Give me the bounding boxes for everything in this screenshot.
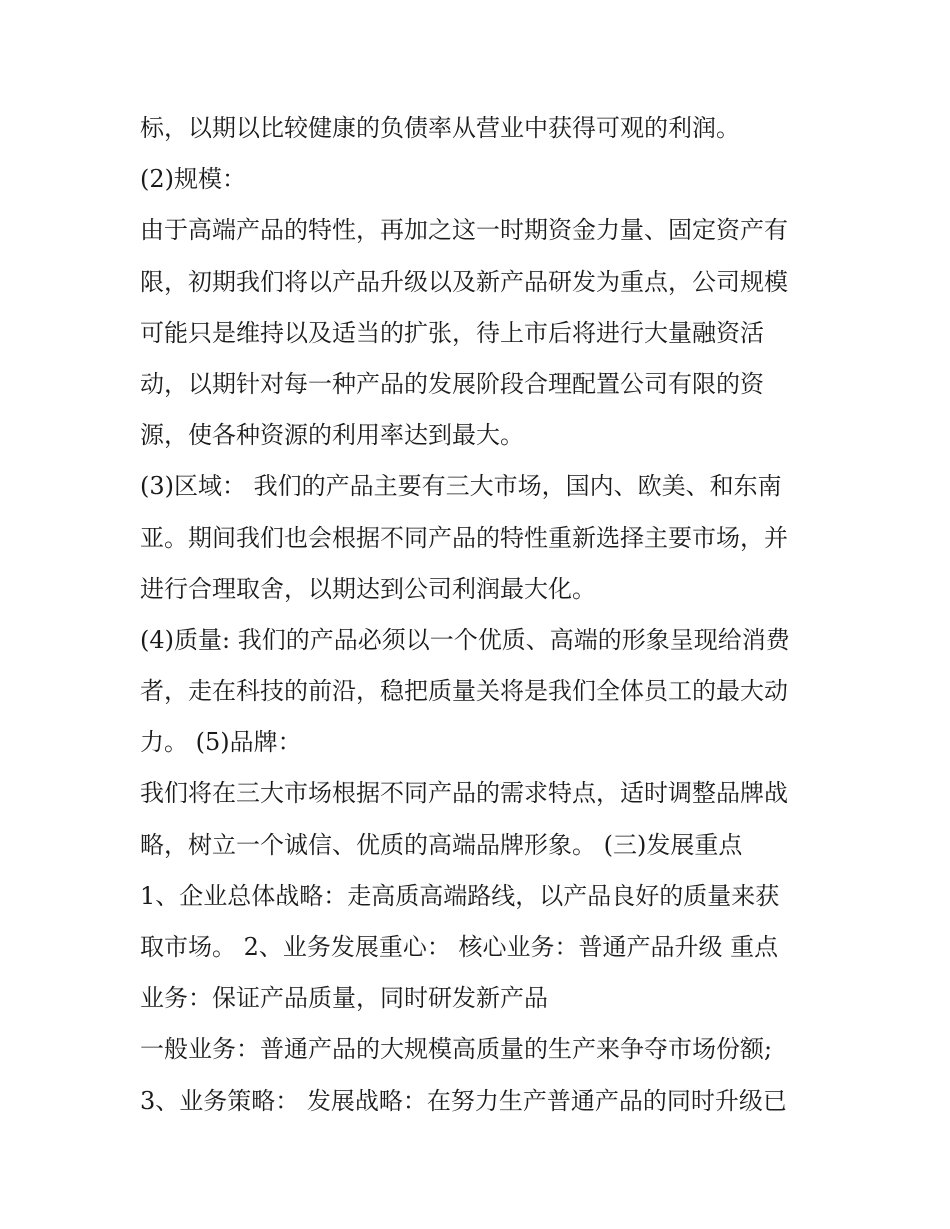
text-line: 亚。期间我们也会根据不同产品的特性重新选择主要市场，并 (140, 523, 788, 552)
text-line: 者，走在科技的前沿，稳把质量关将是我们全体员工的最大动 (140, 677, 788, 706)
text-line: 我们将在三大市场根据不同产品的需求特点，适时调整品牌战 (140, 779, 788, 808)
document-body (140, 103, 830, 1127)
section-region: (3)区域： 我们的产品主要有三大市场，国内、欧美、和东南 (140, 472, 782, 501)
text-line: 进行合理取舍，以期达到公司利润最大化。 (140, 574, 596, 603)
section-heading-scale: (2)规模： (140, 165, 246, 194)
list-item-business-strategy: 3、业务策略： 发展战略：在努力生产普通产品的同时升级已 (140, 1086, 787, 1115)
text-line: 可能只是维持以及适当的扩张，待上市后将进行大量融资活 (140, 318, 764, 347)
text-line: 由于高端产品的特性，再加之这一时期资金力量、固定资产有 (140, 216, 788, 245)
section-quality: (4)质量: 我们的产品必须以一个优质、高端的形象呈现给消费 (140, 625, 790, 654)
text-line: 业务：保证产品质量，同时研发新产品 (140, 984, 548, 1013)
list-item-overall-strategy: 1、企业总体战略：走高质高端路线，以产品良好的质量来获 (140, 881, 780, 910)
text-line: 取市场。 2、业务发展重心： 核心业务：普通产品升级 重点 (140, 933, 779, 961)
text-line: 动，以期针对每一种产品的发展阶段合理配置公司有限的资 (140, 369, 764, 398)
text-line: 标，以期以比较健康的负债率从营业中获得可观的利润。 (140, 114, 740, 142)
text-line: 限，初期我们将以产品升级以及新产品研发为重点，公司规模 (140, 267, 788, 296)
text-line: 略，树立一个诚信、优质的高端品牌形象。 (三)发展重点 (140, 830, 743, 859)
text-line: 源，使各种资源的利用率达到最大。 (140, 421, 524, 450)
text-line: 一般业务：普通产品的大规模高质量的生产来争夺市场份额; (140, 1035, 773, 1064)
section-brand: 力。 (5)品牌： (140, 728, 302, 757)
